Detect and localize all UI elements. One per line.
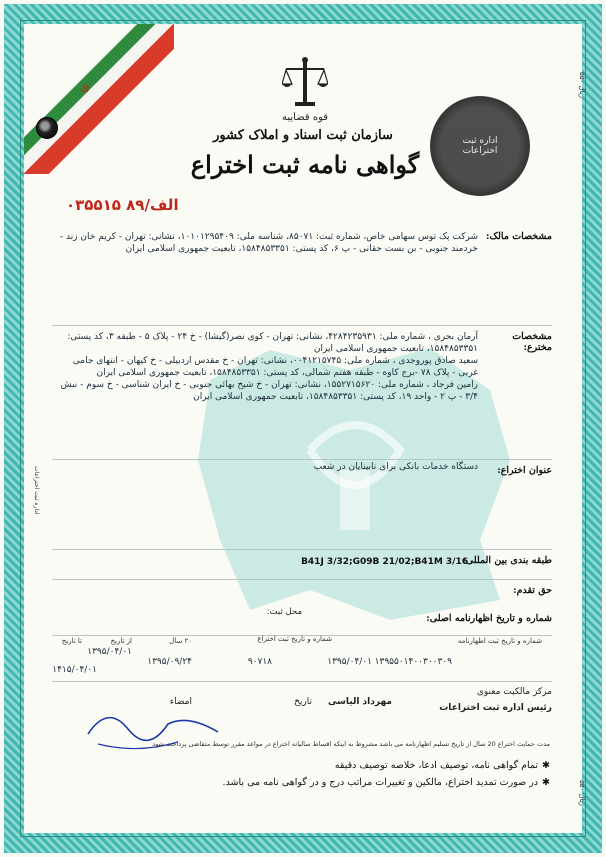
side-vertical-text: اداره ثبت اختراعات [33,465,40,515]
dates-line [52,635,552,681]
dept-center: مرکز مالکیت معنوی [476,687,552,697]
declaration-row [52,607,552,636]
hologram-seal-icon [430,96,530,196]
organization-name: سازمان ثبت اسناد و املاک کشور [213,128,393,143]
to-value: ۱۴۱۵/۰۴/۰۱ [52,665,97,675]
price-stamp-top: ۵۵۰ ریال [578,72,586,99]
years-label: ۲۰ سال [169,637,192,645]
inventor-2: سعید صادق پوروجدی ، شماره ملی: ۰۰۴۱۲۱۵۷۴۵، نشانی: تهران - خ مقدس اردبیلی - خ کیهان - انتهای جامی غربی - پلاک ۷۸ -برج کاوه - طبقه هفتم شمالی، کد پستی: ۱۵۸۴۸۵۳۳۵۱، تابعیت جمهوری اسلامی ایران [72,356,478,378]
star-icon: ✱ [542,777,550,788]
note-1-text: تمام گواهی نامه، توصیف ادعا، خلاصه توصیف دقیقه [334,760,539,771]
classification-row [52,549,552,580]
star-icon: ✱ [542,760,550,771]
owner-label: مشخصات مالک: [486,231,552,242]
decl-date-label: شماره و تاریخ ثبت اظهارنامه [457,637,542,645]
inventors-label: مشخصات مخترع: [512,331,552,353]
title-row [52,459,552,550]
serial-number: ۰۳۵۵۱۵ الف/۸۹ [66,196,179,214]
flag-emblem-icon: ☫ [76,80,95,98]
sign-label: امضاء [169,697,192,707]
reg-date: ۱۳۹۵/۰۹/۲۴ [147,657,192,667]
judiciary-label: قوه قضاییه [281,112,329,123]
note-2-text: در صورت تمدید اختراع، مالکین و تغییرات مراتب درج و در گواهی نامه می باشد. [222,777,539,788]
reg-label: شماره و تاریخ ثبت اختراع [257,635,332,643]
inventors-row [52,325,552,460]
classification-label: طبقه بندی بین المللی: [462,555,552,566]
date-label: تاریخ [294,697,312,707]
reg-number: ۹۰۷۱۸ [247,657,272,667]
validity-label: محل ثبت: [266,607,302,617]
price-stamp-bottom: ۵۵۰ ریال [578,780,586,807]
signer-name: مهرداد الیاسی [327,697,392,707]
inventor-3: رامین فرجاد ، شماره ملی: ۱۵۵۲۷۱۵۶۲۰، نشانی: تهران - خ شیخ بهائی جنوبی - خ ایران شناسی - خ سوم - نبش ۳/۴ - پ ۲ - واحد ۱۹، کد پستی: ۱۵۸۴۸۵۳۳۵۱، تابعیت جمهوری اسلامی ایران [60,380,478,402]
title-value: دستگاه خدمات بانکی برای نابینایان در شعب [313,462,478,472]
classification-value: B41J 3/32;G09B 21/02;B41M 3/16 [301,557,468,567]
from-value: ۱۳۹۵/۰۴/۰۱ [87,647,132,657]
note-1 [60,760,550,771]
declaration-label: شماره و تاریخ اظهارنامه اصلی: [426,613,552,624]
inventors-values [58,331,478,403]
flag-red-band [24,24,174,174]
priority-label: حق تقدم: [513,585,552,596]
legal-note: مدت حمایت اختراع 20 سال از تاریخ تسلیم اظهارنامه می باشد مشروط به اینکه اقساط سالیانه اختراع در مواعد مقرر توسط متقاضی پرداخت شود [152,740,550,748]
scales-of-justice-icon [282,56,328,110]
seal-text: اداره ثبت اختراعات [462,136,498,156]
iran-flag-ribbon [24,24,174,174]
certificate-table [52,225,552,745]
decl-number: ۱۳۹۵۵۰۱۴۰۰۳۰۰۳۰۹ [374,657,452,667]
to-label: تا تاریخ [61,637,82,645]
inventor-1: آرمان بحری ، شماره ملی: ۴۲۸۴۲۳۵۹۳۱، نشانی: تهران - کوی نصر(گیشا) - خ ۲۴ - پلاک ۵ - طبقه ۳، کد پستی: ۱۵۸۴۸۵۳۳۵۱، تابعیت جمهوری اسلامی ایران [67,332,478,354]
from-label: از تاریخ [110,637,132,645]
rivet-icon [36,117,58,139]
decl-date: ۱۳۹۵/۰۴/۰۱ [327,657,372,667]
owner-row [52,225,552,326]
certificate-title: گواهی نامه ثبت اختراع [190,150,420,179]
dates-row [52,635,552,682]
title-label: عنوان اختراع: [497,465,552,476]
note-2 [60,777,550,788]
dept-label: رئیس اداره ثبت اختراعات [439,703,552,713]
owner-value: شرکت پک توس سهامی خاص، شماره ثبت: ۸۵۰۷۱، شناسه ملی: ۱۰۱۰۱۲۹۵۴۰۹، نشانی: تهران - کریم خان زند - خردمند جنوبی - بن بست حقانی - پ ۶، کد پستی: ۱۵۸۴۸۵۳۳۵۱، تابعیت جمهوری اسلامی ایران [59,232,478,254]
priority-row [52,579,552,607]
footnotes [60,760,550,794]
